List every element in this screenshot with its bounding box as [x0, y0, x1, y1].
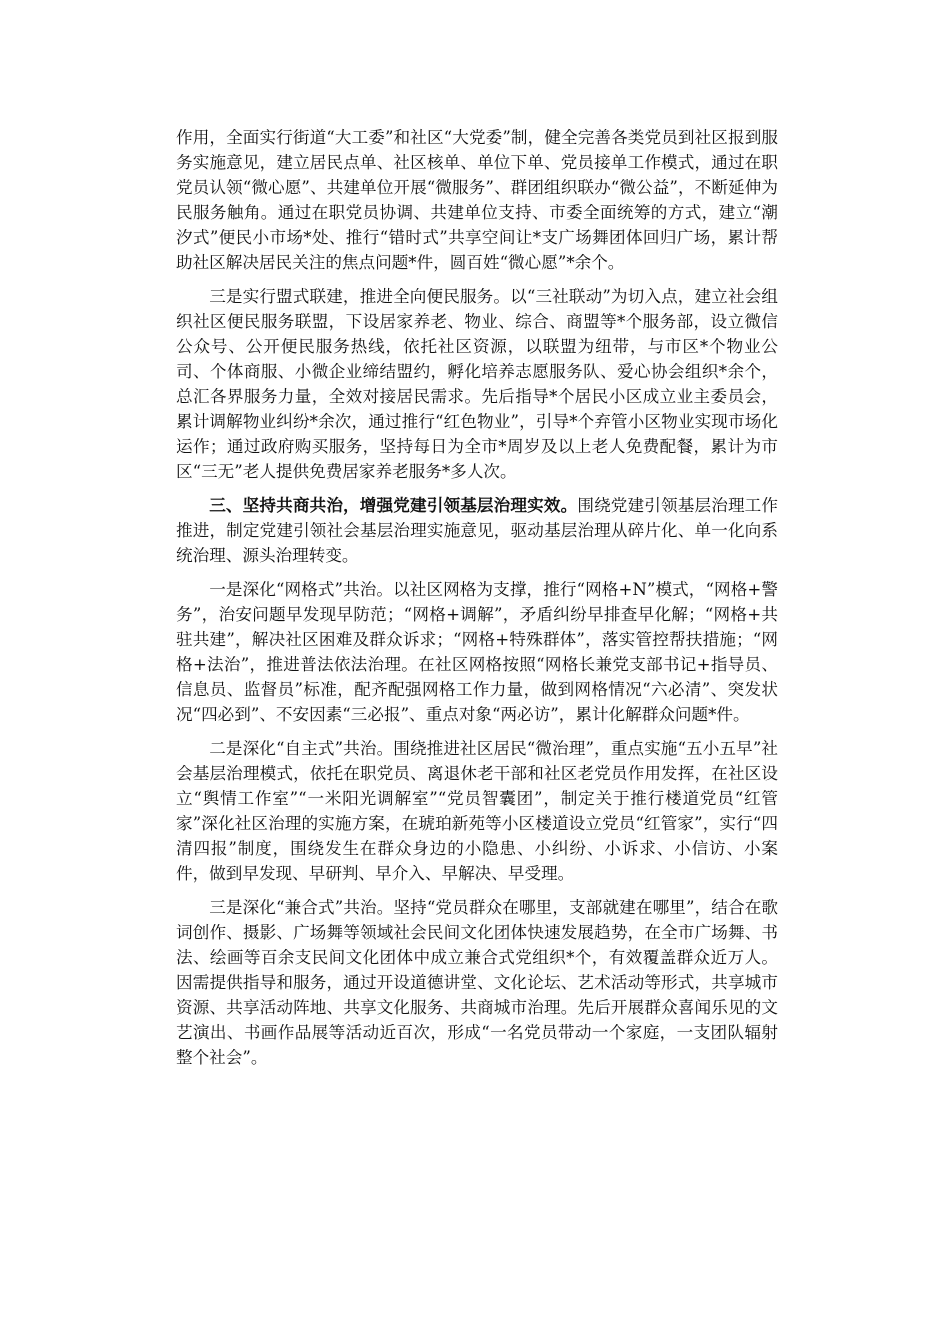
paragraph-combined-governance: 三是深化“兼合式”共治。坚持“党员群众在哪里，支部就建在哪里”，结合在歌词创作、摄影、广场舞等领域社会民间文化团体快速发展趋势，在全市广场舞、书法、绘画等百余支民间文化团体中成立兼合式党组织*个，有效覆盖群众近万人。因需提供指导和服务，通过开设道德讲堂、文化论坛、艺术活动等形式，共享城市资源、共享活动阵地、共享文化服务、共商城市治理。先后开展群众喜闻乐见的文艺演出、书画作品展等活动近百次，形成“一名党员带动一个家庭，一支团队辐射整个社会”。 — [176, 898, 778, 1067]
document-body — [176, 125, 778, 1079]
paragraph-alliance-construction: 三是实行盟式联建，推进全向便民服务。以“三社联动”为切入点，建立社会组织社区便民服务联盟，下设居家养老、物业、综合、商盟等*个服务部，设立微信公众号、公开便民服务热线，依托社区资源，以联盟为纽带，与市区*个物业公司、个体商服、小微企业缔结盟约，孵化培养志愿服务队、爱心协会组织*余个，总汇各界服务力量，全效对接居民需求。先后指导*个居民小区成立业主委员会，累计调解物业纠纷*余次，通过推行“红色物业”，引导*个弃管小区物业实现市场化运作；通过政府购买服务，坚持每日为全市*周岁及以上老人免费配餐，累计为市区“三无”老人提供免费居家养老服务*多人次。 — [176, 287, 778, 481]
paragraph-autonomous-governance: 二是深化“自主式”共治。围绕推进社区居民“微治理”，重点实施“五小五早”社会基层治理模式，依托在职党员、离退休老干部和社区老党员作用发挥，在社区设立“舆情工作室”“一米阳光调解室”“党员智囊团”，制定关于推行楼道党员“红管家”深化社区治理的实施方案，在琥珀新苑等小区楼道设立党员“红管家”，实行“四清四报”制度，围绕发生在群众身边的小隐患、小纠纷、小诉求、小信访、小案件，做到早发现、早研判、早介入、早解决、早受理。 — [176, 739, 778, 883]
section-three-paragraph — [176, 493, 778, 568]
section-heading: 三、坚持共商共治，增强党建引领基层治理实效。 — [209, 495, 578, 515]
paragraph-continuation: 作用，全面实行街道“大工委”和社区“大党委”制，健全完善各类党员到社区报到服务实施意见，建立居民点单、社区核单、单位下单、党员接单工作模式，通过在职党员认领“微心愿”、共建单位开展“微服务”、群团组织联办“微公益”，不断延伸为民服务触角。通过在职党员协调、共建单位支持、市委全面统筹的方式，建立“潮汐式”便民小市场*处、推行“错时式”共享空间让*支广场舞团体回归广场，累计帮助社区解决居民关注的焦点问题*件，圆百姓“微心愿”*余个。 — [176, 128, 778, 272]
section-body-text: 围绕党建引领基层治理工作推进，制定党建引领社会基层治理实施意见，驱动基层治理从碎片化、单一化向系统治理、源头治理转变。 — [176, 496, 779, 565]
paragraph-grid-governance: 一是深化“网格式”共治。以社区网格为支撑，推行“网格+N”模式，“网格+警务”，治安问题早发现早防范；“网格+调解”，矛盾纠纷早排查早化解；“网格+共驻共建”，解决社区困难及群众诉求；“网格+特殊群体”，落实管控帮扶措施；“网格+法治”，推进普法依法治理。在社区网格按照“网格长兼党支部书记+指导员、信息员、监督员”标准，配齐配强网格工作力量，做到网格情况“六必清”、突发状况“四必到”、不安因素“三必报”、重点对象“两必访”，累计化解群众问题*件。 — [176, 580, 778, 724]
